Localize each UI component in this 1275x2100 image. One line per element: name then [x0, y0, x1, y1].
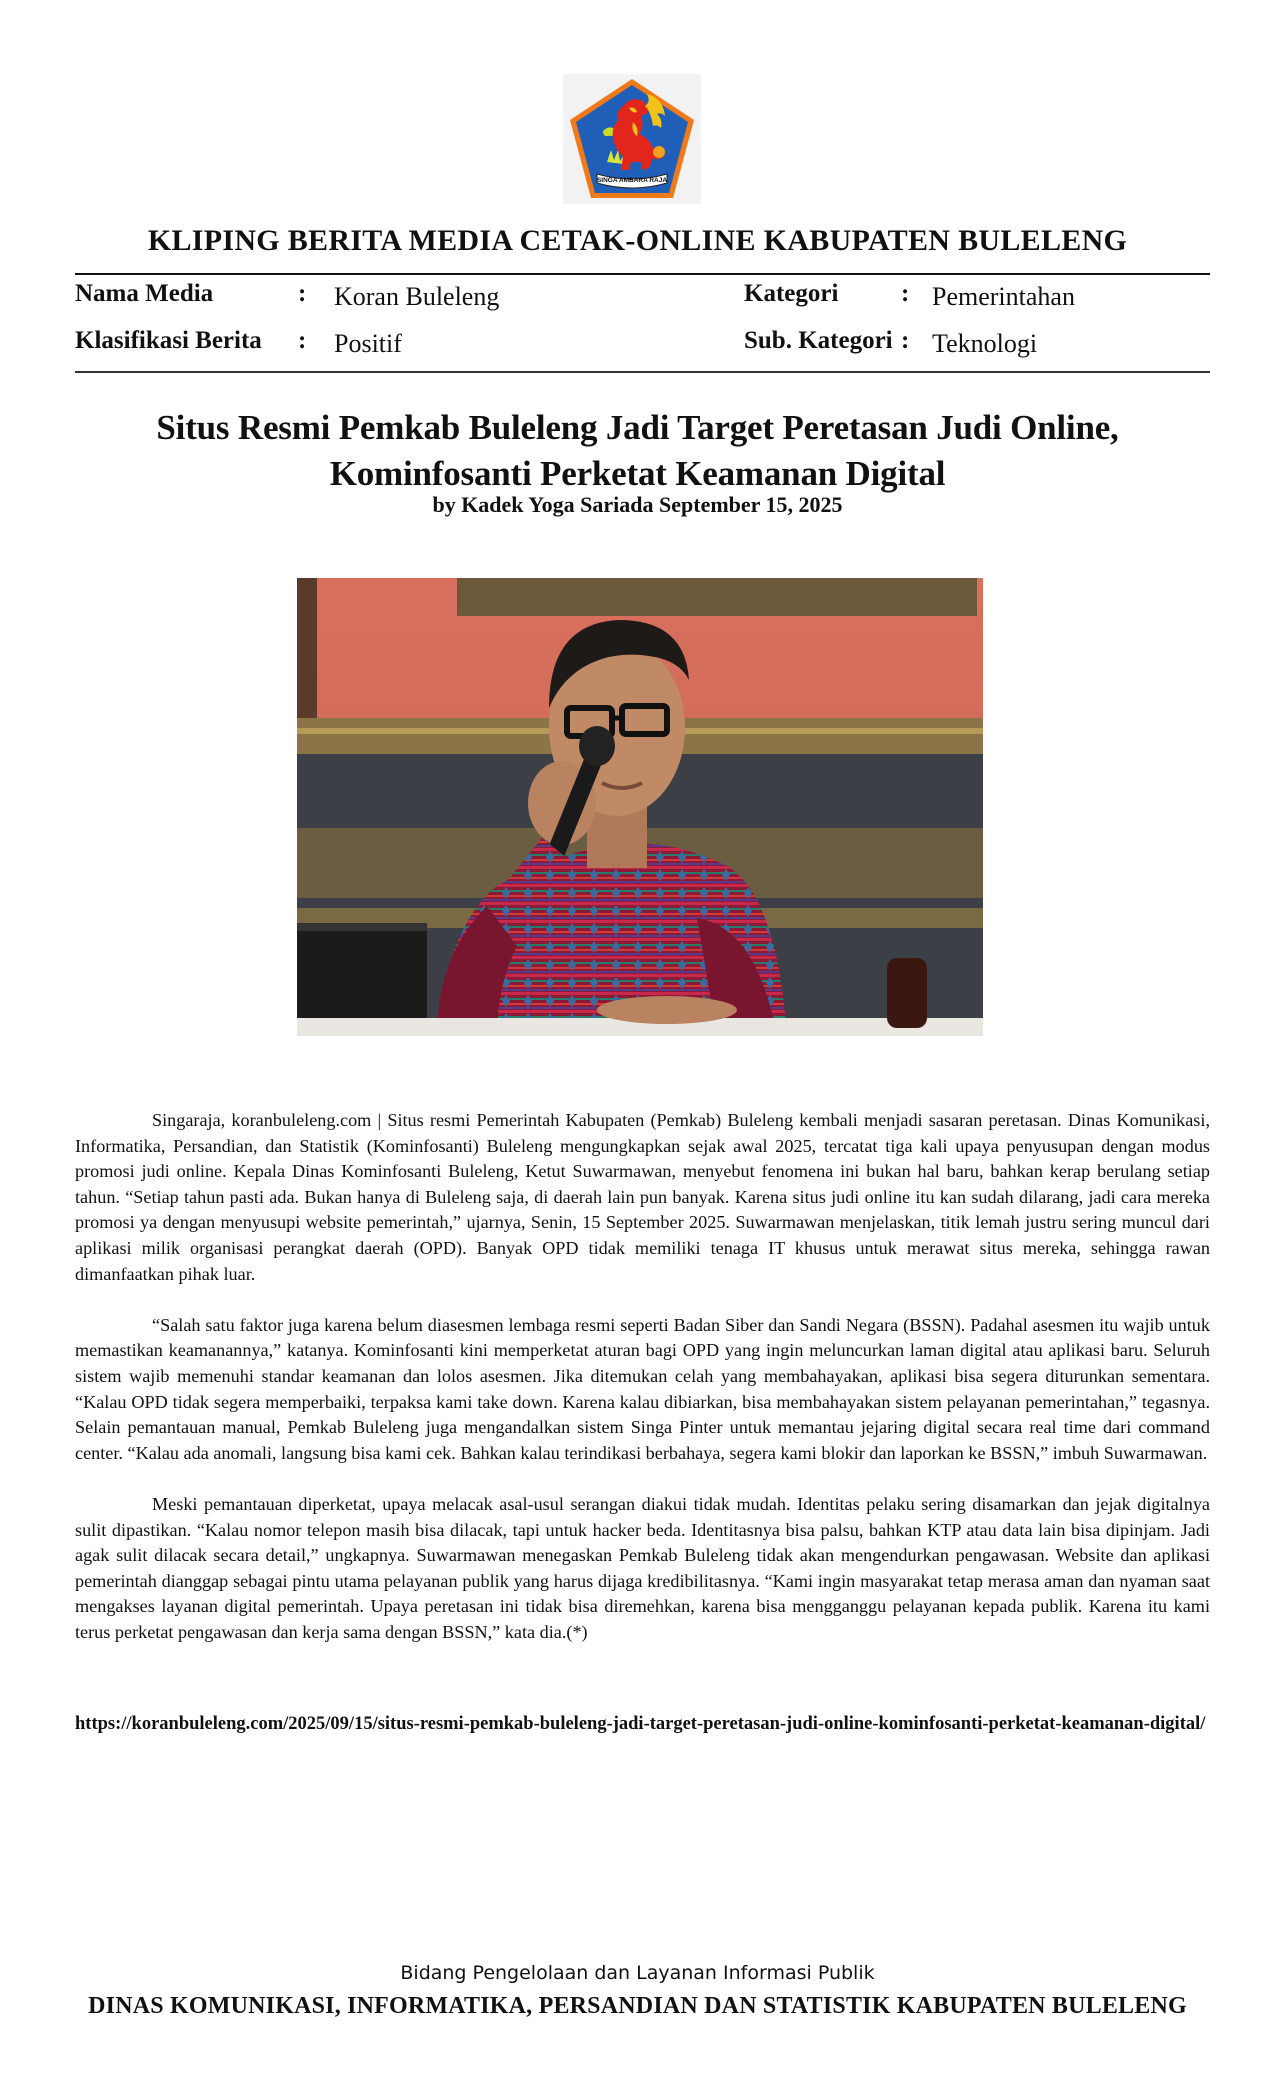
headline-line-1: Situs Resmi Pemkab Buleleng Jadi Target Peretasan Judi Online,	[156, 408, 1119, 447]
source-url-link[interactable]: https://koranbuleleng.com/2025/09/15/situs-resmi-pemkab-buleleng-jadi-target-peretasan-judi-online-kominfosanti-perketat-keamanan-digital/	[75, 1714, 1206, 1734]
meta-sub-kategori-label: Sub. Kategori	[744, 327, 893, 354]
article-byline: by Kadek Yoga Sariada September 15, 2025	[432, 492, 843, 517]
meta-nama-media-label: Nama Media	[75, 280, 214, 307]
article-headline	[100, 405, 1175, 497]
meta-sub-kategori-value: Teknologi	[932, 329, 1038, 358]
meta-klasifikasi-label: Klasifikasi Berita	[75, 327, 262, 354]
article-paragraph: “Salah satu faktor juga karena belum diasesmen lembaga resmi seperti Badan Siber dan Sandi Negara (BSSN). Padahal asesmen itu wajib untuk memastikan keamanannya,” katanya. Kominfosanti kini memperketat aturan bagi OPD yang ingin meluncurkan laman digital atau aplikasi baru. Seluruh sistem wajib memenuhi standar keamanan dan lolos asesmen. Jika ditemukan celah yang membahayakan, aplikasi bisa segera diturunkan sementara. “Kalau OPD tidak segera memperbaiki, terpaksa kami take down. Karena kalau dibiarkan, bisa membahayakan sistem pelayanan pemerintahan,” tegasnya. Selain pemantauan manual, Pemkab Buleleng juga mengandalkan sistem Singa Pinter untuk memantau jejaring digital secara real time dari command center. “Kalau ada anomali, langsung bisa kami cek. Bahkan kalau terindikasi berbahaya, segera kami blokir dan laporkan ke BSSN,” imbuh Suwarmawan.	[75, 1314, 1210, 1463]
article-paragraph: Meski pemantauan diperketat, upaya melacak asal-usul serangan diakui tidak mudah. Identitas pelaku sering disamarkan dan jejak digitalnya sulit dipastikan. “Kalau nomor telepon masih bisa dilacak, tapi untuk hacker beda. Identitasnya bisa palsu, bahkan KTP atau data lain bisa dipinjam. Jadi agak sulit dilacak secara detail,” ungkapnya. Suwarmawan menegaskan Pemkab Buleleng tidak akan mengendurkan pengawasan. Website dan aplikasi pemerintah dianggap sebagai pintu utama pelayanan publik yang harus dijaga kredibilitasnya. “Kami ingin masyarakat tetap merasa aman dan nyaman saat mengakses layanan digital pemerintah. Upaya peretasan ini tidak bisa diremehkan, karena bisa mengganggu pelayanan kepada publik. Karena itu kami terus perketat pengawasan dan kerja sama dengan BSSN,” kata dia.(*)	[75, 1493, 1210, 1642]
meta-colon: :	[901, 280, 910, 307]
meta-kategori-value: Pemerintahan	[932, 282, 1075, 311]
divider-bottom	[75, 371, 1210, 373]
meta-colon: :	[298, 327, 307, 354]
footer-subtitle: Bidang Pengelolaan dan Layanan Informasi Publik	[400, 1962, 875, 1984]
headline-line-2: Kominfosanti Perketat Keamanan Digital	[329, 454, 946, 493]
document-title: KLIPING BERITA MEDIA CETAK-ONLINE KABUPATEN BULELENG	[147, 224, 1128, 257]
article-photo	[297, 578, 983, 1036]
meta-colon: :	[901, 327, 910, 354]
article-body	[75, 1108, 1210, 1671]
meta-klasifikasi-value: Positif	[334, 329, 402, 358]
meta-kategori-label: Kategori	[744, 280, 839, 307]
kabupaten-buleleng-crest-icon	[563, 74, 701, 204]
divider-top	[75, 273, 1210, 275]
meta-colon: :	[298, 280, 307, 307]
article-paragraph: Singaraja, koranbuleleng.com | Situs resmi Pemerintah Kabupaten (Pemkab) Buleleng kembali menjadi sasaran peretasan. Dinas Komunikasi, Informatika, Persandian, dan Statistik (Kominfosanti) Buleleng mengungkapkan sejak awal 2025, tercatat tiga kali upaya penyusupan dengan modus promosi judi online. Kepala Dinas Kominfosanti Buleleng, Ketut Suwarmawan, menyebut fenomena ini bukan hal baru, bahkan kerap berulang setiap tahun. “Setiap tahun pasti ada. Bukan hanya di Buleleng saja, di daerah lain pun banyak. Karena situs judi online itu kan sudah dilarang, jadi cara mereka promosi ya dengan menyusupi website pemerintah,” ujarnya, Senin, 15 September 2025. Suwarmawan menjelaskan, titik lemah justru sering muncul dari aplikasi milik organisasi perangkat daerah (OPD). Banyak OPD tidak memiliki tenaga IT khusus untuk merawat situs mereka, sehingga rawan dimanfaatkan pihak luar.	[75, 1110, 1210, 1284]
footer-organization: DINAS KOMUNIKASI, INFORMATIKA, PERSANDIAN DAN STATISTIK KABUPATEN BULELENG	[88, 1993, 1187, 2019]
meta-nama-media-value: Koran Buleleng	[334, 282, 500, 311]
crest-motto: SINGA AMBARA RAJA	[596, 177, 668, 184]
